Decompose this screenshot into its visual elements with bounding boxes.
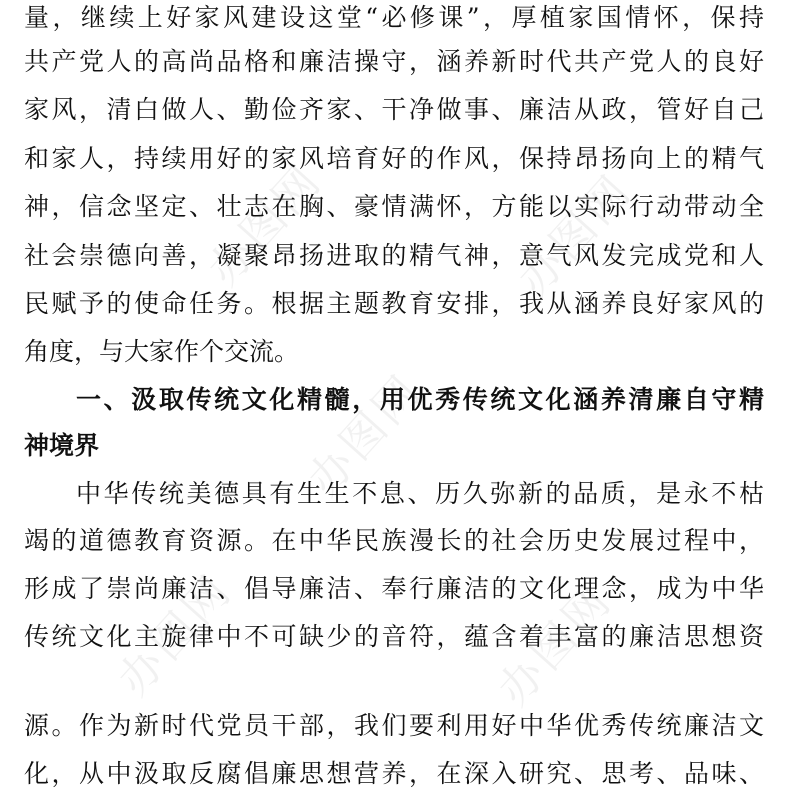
watermark: 办图网 bbox=[488, 574, 623, 716]
paragraph-line: 中华传统美德具有生生不息、历久弥新的品质，是永不枯 bbox=[76, 479, 764, 508]
paragraph-line: 形成了崇尚廉洁、倡导廉洁、奉行廉洁的文化理念，成为中华 bbox=[24, 574, 764, 603]
paragraph-line: 和家人，持续用好的家风培育好的作风，保持昂扬向上的精气 bbox=[24, 144, 764, 173]
section-heading: 神境界 bbox=[24, 431, 100, 460]
watermark: 办图网 bbox=[298, 364, 433, 506]
paragraph-line: 竭的道德教育资源。在中华民族漫长的社会历史发展过程中， bbox=[24, 526, 764, 555]
watermark: 办图网 bbox=[108, 564, 243, 706]
paragraph-line: 化，从中汲取反腐倡廉思想营养，在深入研究、思考、品味、 bbox=[24, 759, 764, 788]
paragraph-line: 共产党人的高尚品格和廉洁操守，涵养新时代共产党人的良好 bbox=[24, 47, 764, 76]
paragraph-line: 家风，清白做人、勤俭齐家、干净做事、廉洁从政，管好自己 bbox=[24, 95, 764, 124]
paragraph-line: 量，继续上好家风建设这堂“必修课”，厚植家国情怀，保持 bbox=[24, 3, 764, 32]
paragraph-line: 神，信念坚定、壮志在胸、豪情满怀，方能以实际行动带动全 bbox=[24, 192, 764, 221]
paragraph-line: 民赋予的使命任务。根据主题教育安排，我从涵养良好家风的 bbox=[24, 289, 764, 318]
watermark: 办图网 bbox=[508, 164, 643, 306]
watermark: 办图网 bbox=[198, 154, 333, 296]
paragraph-line: 源。作为新时代党员干部，我们要利用好中华优秀传统廉洁文 bbox=[24, 711, 764, 740]
section-heading: 一、汲取传统文化精髓，用优秀传统文化涵养清廉自守精 bbox=[76, 385, 764, 414]
paragraph-line: 社会崇德向善，凝聚昂扬进取的精气神，意气风发完成党和人 bbox=[24, 241, 764, 270]
paragraph-line: 角度，与大家作个交流。 bbox=[24, 337, 300, 366]
paragraph-line: 传统文化主旋律中不可缺少的音符，蕴含着丰富的廉洁思想资 bbox=[24, 622, 764, 651]
